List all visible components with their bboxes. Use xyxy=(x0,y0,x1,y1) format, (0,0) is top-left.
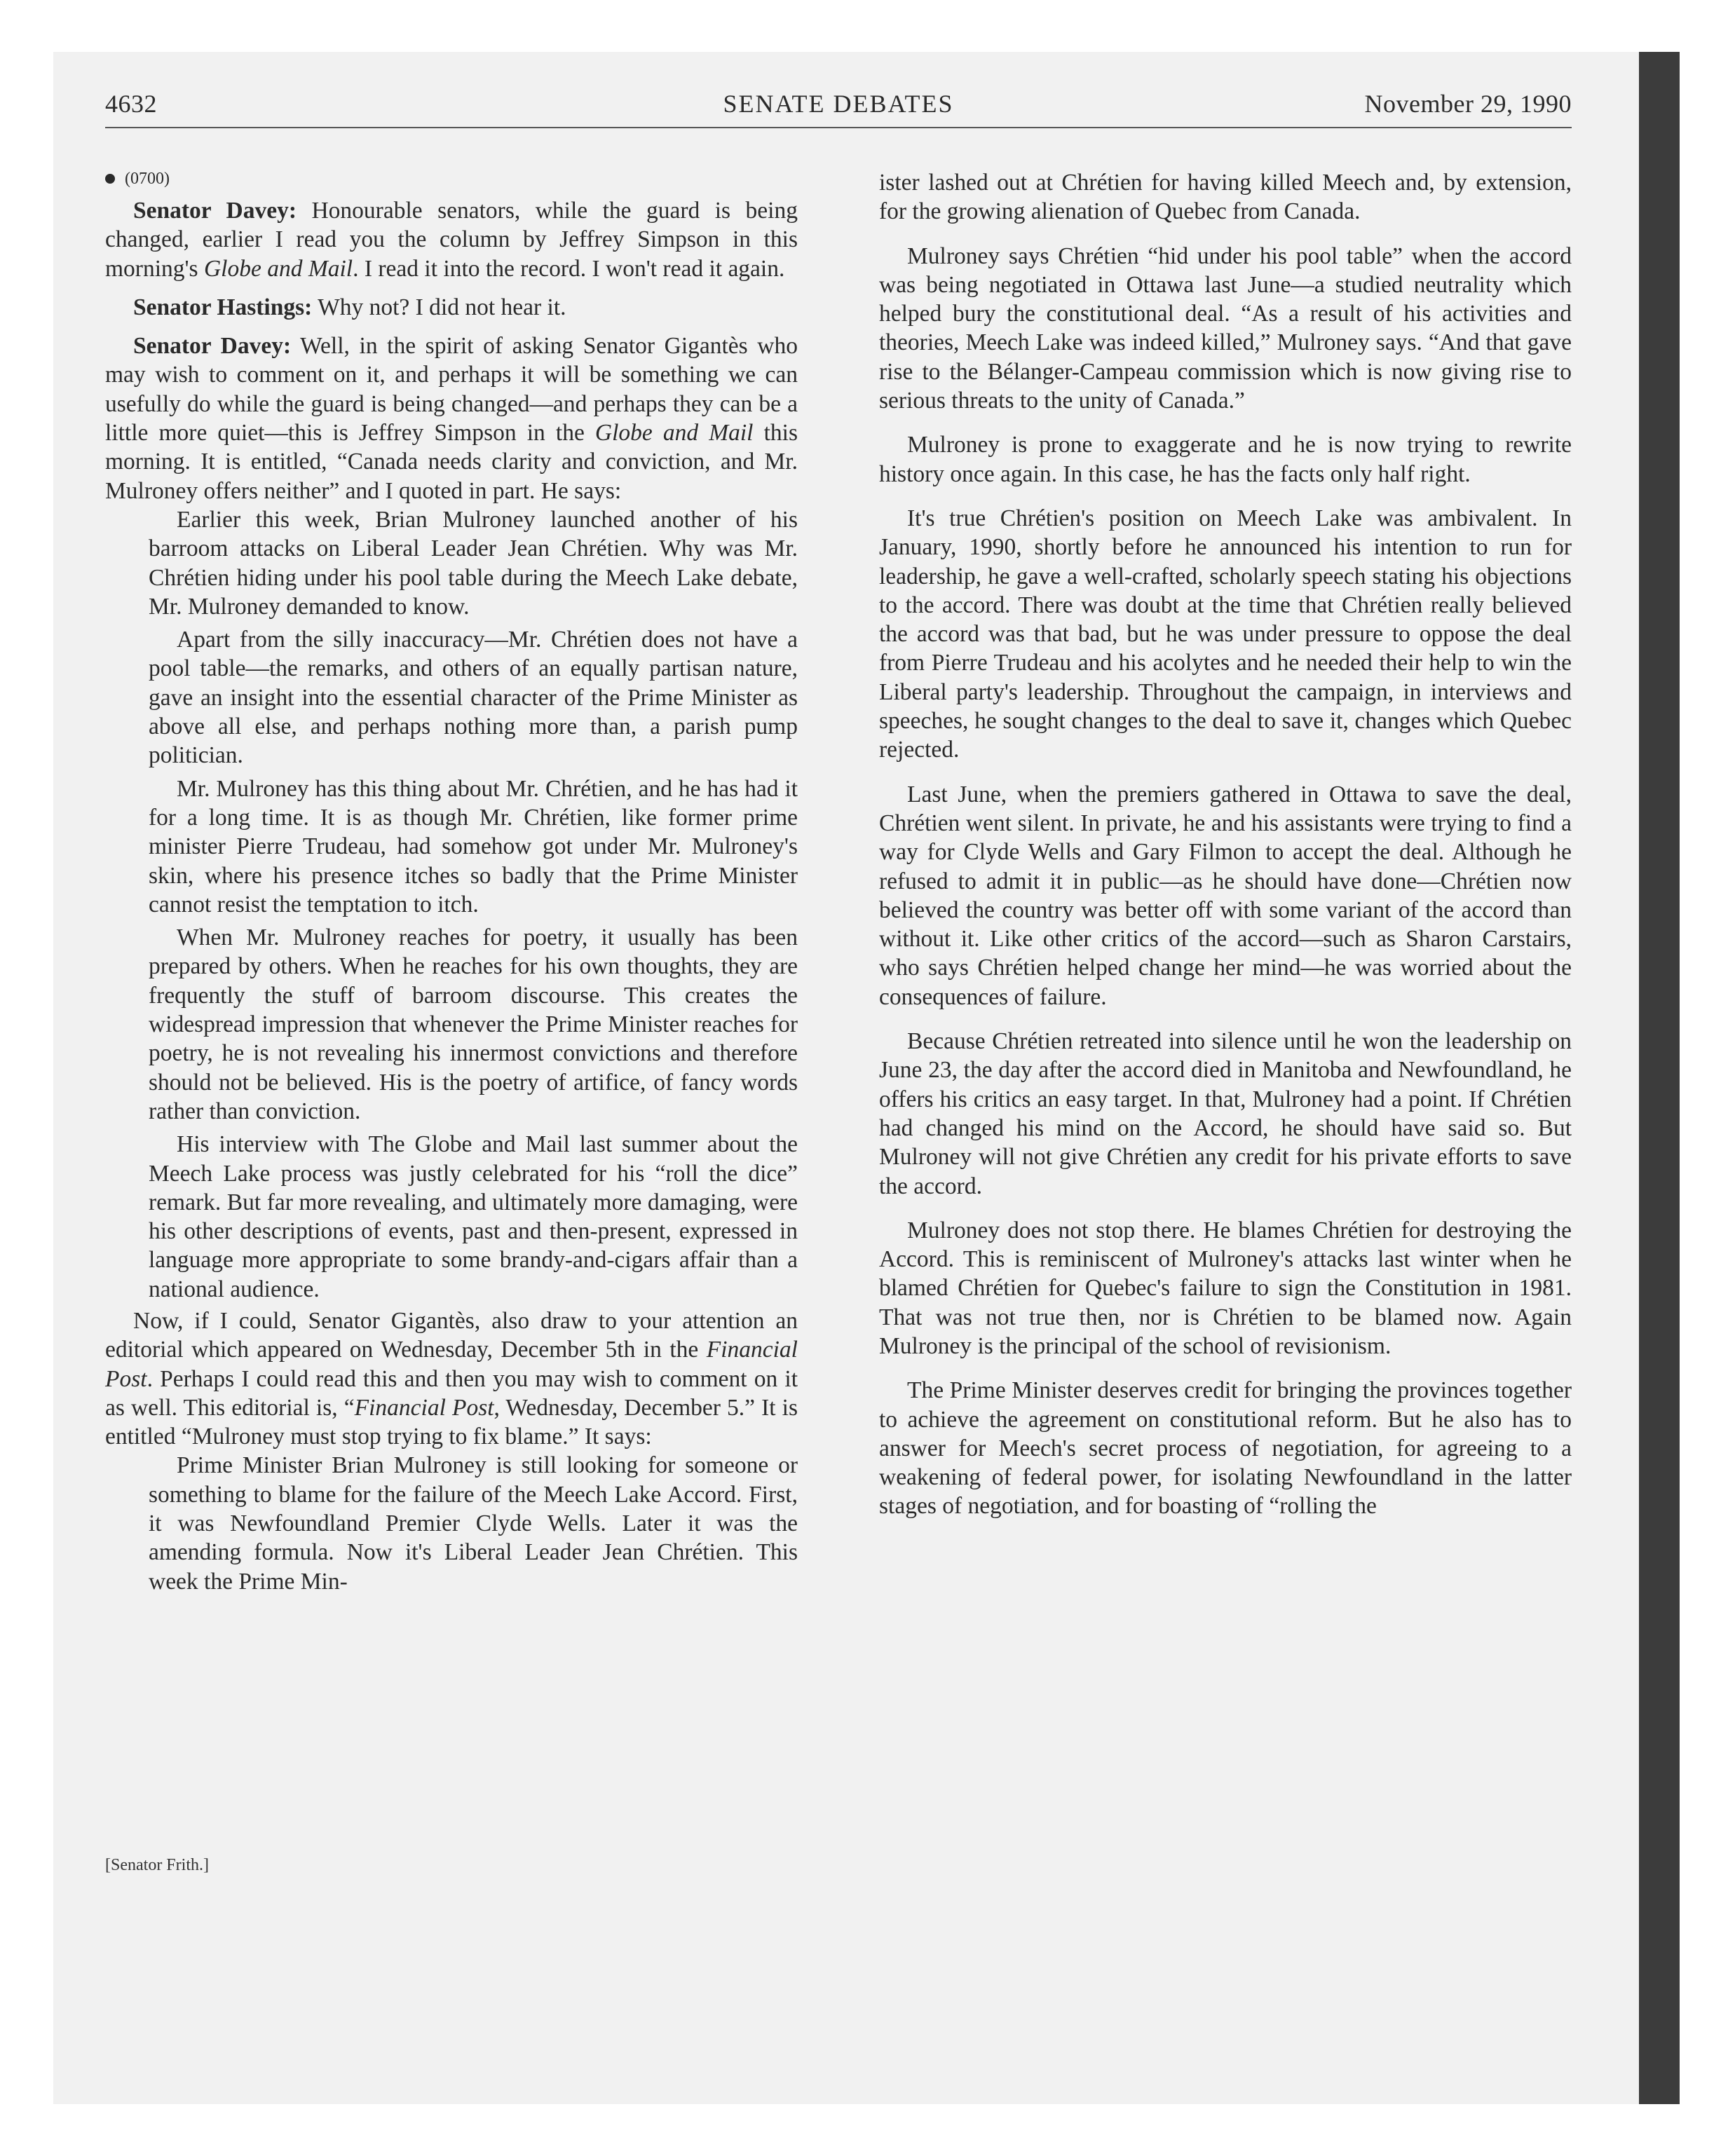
left-column xyxy=(105,168,798,1596)
right-column xyxy=(879,168,1572,1521)
bullet-icon xyxy=(105,174,115,184)
quoted-paragraph: The Prime Minister deserves credit for bringing the provinces together to achieve the agreement on constitutional reform. But he also has to answer for Meech's secret process of negotiation, for agreeing to a weakening of federal power, for isolating Newfoundland in the latter stages of negotiation, and for boasting of “rolling the xyxy=(879,1377,1572,1520)
speaker-footer-note: [Senator Frith.] xyxy=(105,1856,209,1874)
quoted-paragraph: Because Chrétien retreated into silence until he won the leadership on June 23, the day after the accord died in Manitoba and Newfoundland, he offers his critics an easy target. In that, Mulroney had a point. If Chrétien had changed his mind on the Accord, he should have said so. But Mulroney will not give Chrétien any credit for his private efforts to save the accord. xyxy=(879,1028,1572,1199)
quoted-paragraph: Mulroney does not stop there. He blames Chrétien for destroying the Accord. This is reminiscent of Mulroney's attacks last winter when he blamed Chrétien for Quebec's failure to sign the Constitution in 1981. That was not true then, nor is Chrétien to be blamed now. Again Mulroney is the principal of the school of revisionism. xyxy=(879,1217,1572,1359)
time-marker-label: (0700) xyxy=(125,170,170,188)
speech-paragraph: Senator Hastings: Why not? I did not hear it. xyxy=(133,294,566,320)
speech-paragraph: Senator Davey: Well, in the spirit of asking Senator Gigantès who may wish to comment on it, and perhaps it will be something we can usefully do while the guard is being changed—and perhaps they can be a little more quiet—this is Jeffrey Simpson in the Globe and Mail this morning. It is entitled, “Canada needs clarity and conviction, and Mr. Mulroney offers neither” and I quoted in part. He says: xyxy=(105,333,798,504)
quoted-paragraph: Mulroney is prone to exaggerate and he is now trying to rewrite history once again. In this case, he has the facts only half right. xyxy=(879,432,1572,487)
quotation-block xyxy=(149,1451,798,1595)
speech-paragraph: Senator Davey: Honourable senators, while the guard is being changed, earlier I read you the column by Jeffrey Simpson in this morning's Globe and Mail. I read it into the record. I won't read it again. xyxy=(105,198,798,282)
quoted-paragraph: Earlier this week, Brian Mulroney launched another of his barroom attacks on Liberal Leader Jean Chrétien. Why was Mr. Chrétien hiding under his pool table during the Meech Lake debate, Mr. Mulroney demanded to know. xyxy=(149,506,798,620)
speaker-name: Senator Davey: xyxy=(133,198,297,224)
quoted-paragraph: His interview with The Globe and Mail last summer about the Meech Lake process was justly celebrated for his “roll the dice” remark. But far more revealing, and ultimately more damaging, were his other descriptions of events, past and then-present, expressed in language more appropriate to some brandy-and-cigars affair than a national audience. xyxy=(149,1131,798,1302)
quoted-paragraph: When Mr. Mulroney reaches for poetry, it usually has been prepared by others. When he reaches for his own thoughts, they are frequently the stuff of barroom discourse. This creates the widespread impression that whenever the Prime Minister reaches for poetry, he is not revealing his innermost convictions and therefore should not be believed. His is the poetry of artifice, of fancy words rather than conviction. xyxy=(149,925,798,1124)
quoted-paragraph: Prime Minister Brian Mulroney is still looking for someone or something to blame for the failure of the Meech Lake Accord. First, it was Newfoundland Premier Clyde Wells. Later it was the amending formula. Now it's Liberal Leader Jean Chrétien. This week the Prime Min- xyxy=(149,1452,798,1595)
speech-paragraph: Now, if I could, Senator Gigantès, also draw to your attention an editorial which appeared on Wednesday, December 5th in the Financial Post. Perhaps I could read this and then you may wish to comment on it as well. This editorial is, “Financial Post, Wednesday, December 5.” It is entitled “Mulroney must stop trying to fix blame.” It says: xyxy=(105,1307,798,1450)
quotation-block xyxy=(149,505,798,1304)
quoted-paragraph: Apart from the silly inaccuracy—Mr. Chrétien does not have a pool table—the remarks, and others of an equally partisan nature, gave an insight into the essential character of the Prime Minister as above all else, and perhaps nothing more than, a parish pump politician. xyxy=(149,627,798,769)
publication-title: SENATE DEBATES xyxy=(723,90,954,118)
time-marker xyxy=(105,168,798,189)
quoted-paragraph: ister lashed out at Chrétien for having killed Meech and, by extension, for the growing alienation of Quebec from Canada. xyxy=(879,170,1572,225)
scan-edge-bar xyxy=(1639,52,1680,2104)
speaker-name: Senator Davey: xyxy=(133,333,292,360)
quoted-paragraph: Last June, when the premiers gathered in Ottawa to save the deal, Chrétien went silent. In private, he and his assistants were trying to find a way for Clyde Wells and Gary Filmon to accept the deal. Although he refused to admit it in public—as he should have done—Chrétien now believed the country was better off with some variant of the accord than without it. Like other critics of the accord—such as Sharon Carstairs, who says Chrétien helped change her mind—he was worried about the consequences of failure. xyxy=(879,781,1572,1010)
quoted-paragraph: It's true Chrétien's position on Meech Lake was ambivalent. In January, 1990, shortly before he announced his intention to run for leadership, he gave a well-crafted, scholarly speech stating his objections to the accord. There was doubt at the time that Chrétien really believed the accord was that bad, but he was under pressure to oppose the deal from Pierre Trudeau and his acolytes and he needed their help to win the Liberal party's leadership. Throughout the campaign, in interviews and speeches, he sought changes to the deal to save it, changes which Quebec rejected. xyxy=(879,505,1572,763)
speaker-name: Senator Hastings: xyxy=(133,294,313,320)
page-number: 4632 xyxy=(105,90,157,118)
quoted-paragraph: Mr. Mulroney has this thing about Mr. Chrétien, and he has had it for a long time. It is as though Mr. Chrétien, like former prime minister Pierre Trudeau, had somehow got under Mr. Mulroney's skin, where his presence itches so badly that the Prime Minister cannot resist the temptation to itch. xyxy=(149,775,798,917)
debate-date: November 29, 1990 xyxy=(1364,90,1572,118)
quoted-paragraph: Mulroney says Chrétien “hid under his pool table” when the accord was being negotiated in Ottawa last June—a studied neutrality which helped bury the constitutional deal. “As a result of his activities and theories, Meech Lake was indeed killed,” Mulroney says. “And that gave rise to the Bélanger-Campeau commission which is now giving rise to serious threats to the unity of Canada.” xyxy=(879,243,1572,414)
page-header xyxy=(105,85,1572,128)
